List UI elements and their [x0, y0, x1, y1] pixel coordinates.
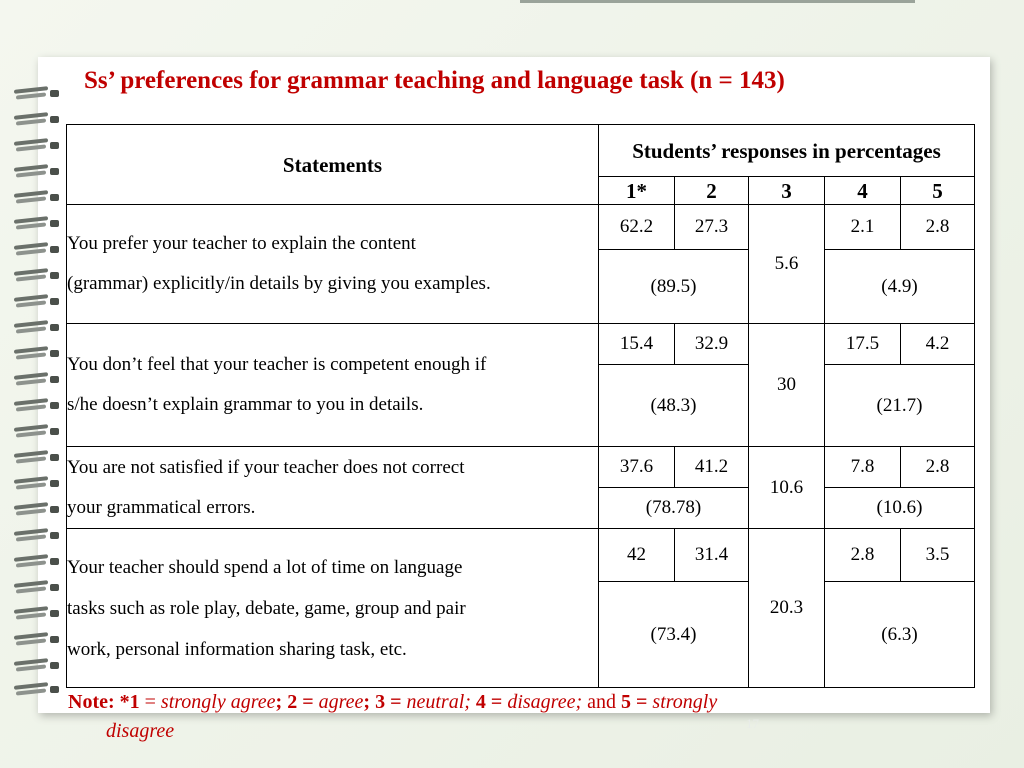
value-cell: 2.8 [825, 529, 901, 582]
agree-total-cell: (73.4) [599, 582, 749, 688]
spiral-coil-icon [10, 634, 60, 646]
value-cell: 17.5 [825, 324, 901, 365]
spiral-coil-icon [10, 608, 60, 620]
spiral-coil-icon [10, 478, 60, 490]
note-desc: disagree [106, 720, 175, 742]
spiral-coil-icon [10, 684, 60, 696]
statement-line: You are not satisfied if your teacher does not correct [67, 456, 465, 478]
spiral-coil-icon [10, 218, 60, 230]
table-row [67, 447, 975, 488]
value-cell: 62.2 [599, 205, 675, 250]
spiral-coil-icon [10, 322, 60, 334]
value-cell: 37.6 [599, 447, 675, 488]
statement-cell [67, 447, 599, 529]
value-cell: 3.5 [901, 529, 975, 582]
note-key: 4 = [475, 691, 503, 713]
note-desc: strongly [652, 691, 718, 713]
statement-line: your grammatical errors. [67, 496, 256, 518]
scale-header: 1* [599, 177, 675, 205]
neutral-cell: 30 [749, 324, 825, 447]
scale-header: 3 [749, 177, 825, 205]
top-decor-bar [520, 0, 915, 3]
note-eq: = [144, 691, 156, 713]
note-desc: strongly agree [160, 691, 276, 713]
value-cell: 7.8 [825, 447, 901, 488]
statement-line: work, personal information sharing task, etc. [67, 638, 407, 660]
statement-cell [67, 324, 599, 447]
spiral-coil-icon [10, 140, 60, 152]
note-label: Note: [68, 691, 115, 713]
table-row [67, 324, 975, 365]
note-sep: ; [275, 691, 283, 713]
agree-total-cell: (89.5) [599, 250, 749, 324]
note-desc: agree [318, 691, 364, 713]
note-key: 3 = [375, 691, 402, 713]
neutral-cell: 5.6 [749, 205, 825, 324]
statement-cell [67, 529, 599, 688]
note-desc: disagree; [507, 691, 583, 713]
note-key: *1 [119, 691, 140, 713]
statement-cell [67, 205, 599, 324]
disagree-total-cell: (21.7) [825, 365, 975, 447]
value-cell: 27.3 [675, 205, 749, 250]
spiral-binding [10, 88, 62, 698]
neutral-cell: 20.3 [749, 529, 825, 688]
table-row [67, 205, 975, 250]
statement-line: s/he doesn’t explain grammar to you in details. [67, 394, 424, 415]
spiral-coil-icon [10, 348, 60, 360]
note-key: 5 = [621, 691, 648, 713]
value-cell: 42 [599, 529, 675, 582]
statement-line: (grammar) explicitly/in details by giving you examples. [67, 273, 491, 294]
value-cell: 4.2 [901, 324, 975, 365]
spiral-coil-icon [10, 88, 60, 100]
spiral-coil-icon [10, 400, 60, 412]
responses-table [66, 124, 975, 688]
disagree-total-cell: (4.9) [825, 250, 975, 324]
spiral-coil-icon [10, 114, 60, 126]
spiral-coil-icon [10, 660, 60, 672]
disagree-total-cell: (10.6) [825, 488, 975, 529]
statement-line: Your teacher should spend a lot of time on language [67, 556, 463, 578]
spiral-coil-icon [10, 192, 60, 204]
spiral-coil-icon [10, 582, 60, 594]
note-desc: neutral; [406, 691, 471, 713]
note-and: and [587, 691, 617, 713]
note-sep: ; [363, 691, 371, 713]
header-responses: Students’ responses in percentages [599, 125, 975, 177]
spiral-coil-icon [10, 452, 60, 464]
spiral-coil-icon [10, 296, 60, 308]
disagree-total-cell: (6.3) [825, 582, 975, 688]
scale-header: 2 [675, 177, 749, 205]
value-cell: 2.1 [825, 205, 901, 250]
value-cell: 15.4 [599, 324, 675, 365]
slide-title: Ss’ preferences for grammar teaching and language task (n = 143) [84, 67, 785, 94]
value-cell: 2.8 [901, 205, 975, 250]
statement-line: tasks such as role play, debate, game, group and pair [67, 597, 466, 619]
spiral-coil-icon [10, 166, 60, 178]
spiral-coil-icon [10, 270, 60, 282]
agree-total-cell: (78.78) [599, 488, 749, 529]
scale-header: 4 [825, 177, 901, 205]
value-cell: 32.9 [675, 324, 749, 365]
value-cell: 2.8 [901, 447, 975, 488]
agree-total-cell: (48.3) [599, 365, 749, 447]
spiral-coil-icon [10, 530, 60, 542]
scale-header: 5 [901, 177, 975, 205]
spiral-coil-icon [10, 504, 60, 516]
value-cell: 41.2 [675, 447, 749, 488]
spiral-coil-icon [10, 426, 60, 438]
table-note [68, 688, 948, 746]
table-row [67, 529, 975, 582]
statement-line: You don’t feel that your teacher is competent enough if [67, 354, 487, 375]
header-statements: Statements [67, 125, 599, 205]
statement-line: You prefer your teacher to explain the content [67, 233, 416, 254]
spiral-coil-icon [10, 244, 60, 256]
page-number: 17 [746, 716, 759, 731]
spiral-coil-icon [10, 556, 60, 568]
spiral-coil-icon [10, 374, 60, 386]
value-cell: 31.4 [675, 529, 749, 582]
note-key: 2 = [287, 691, 314, 713]
neutral-cell: 10.6 [749, 447, 825, 529]
